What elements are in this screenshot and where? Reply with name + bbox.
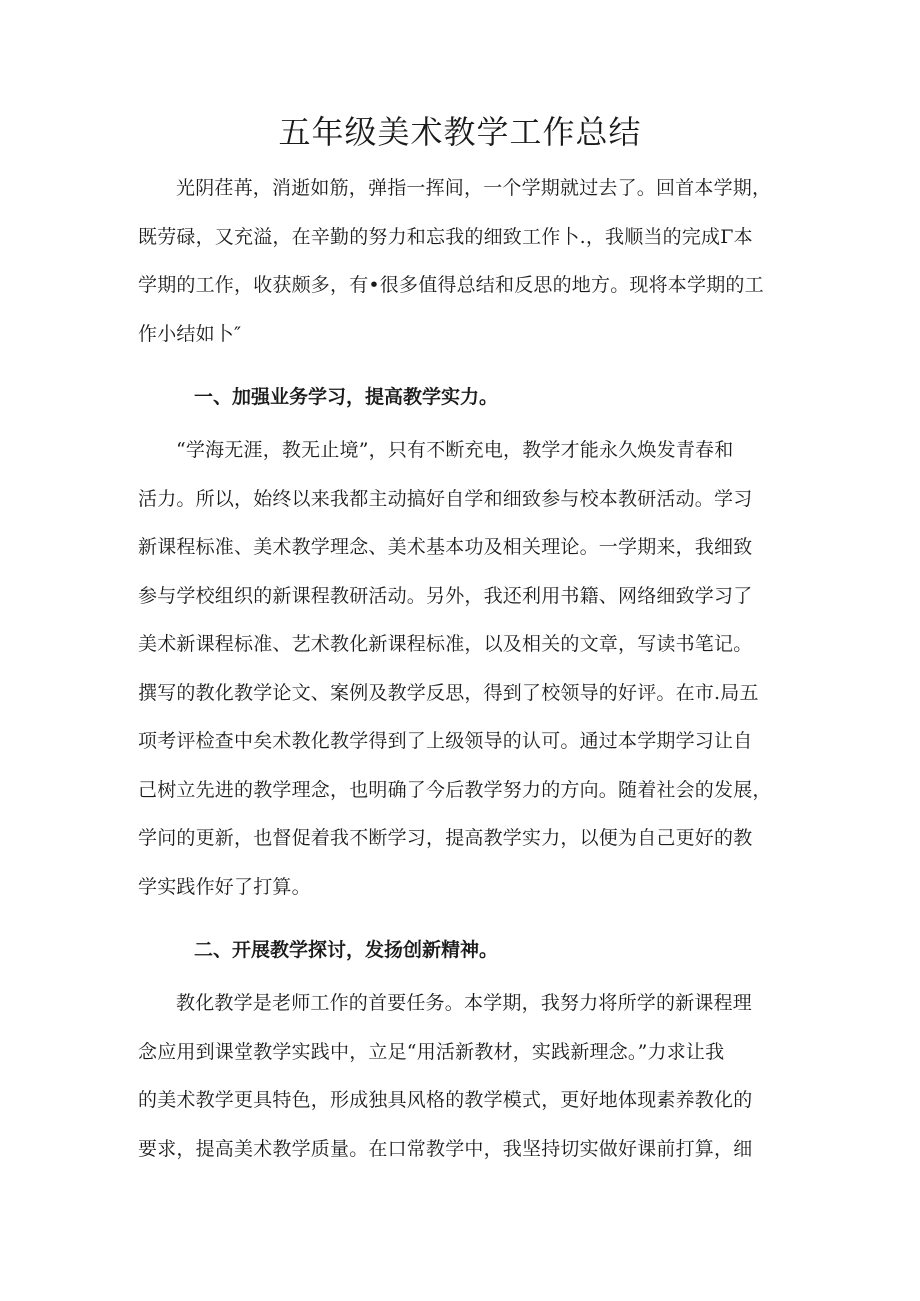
paragraph-line: 学问的更新，也督促着我不断学习，提高教学实力，以便为自己更好的教 [138,827,753,849]
paragraph-line: 美术新课程标准、艺术教化新课程标准，以及相关的文章，写读书笔记。 [138,633,753,655]
paragraph-line: “学海无涯，教无止境”，只有不断充电，教学才能永久焕发青春和 [176,439,734,461]
paragraph-line: 光阴荏苒，消逝如筋，弹指一挥间，一个学期就过去了。回首本学期， [176,177,772,199]
paragraph-line: 学实践作好了打算。 [138,875,311,898]
document-body [138,164,798,1173]
paragraph-line: 项考评检查中矣术教化教学得到了上级领导的认可。通过本学期学习让自 [138,730,753,752]
section-2-paragraph [138,979,798,1173]
paragraph-line: 的美术教学更具特色，形成独具风格的教学模式，更好地体现素养教化的 [138,1089,753,1111]
paragraph-line: 要求，提高美术教学质量。在口常教学中，我坚持切实做好课前打算，细 [138,1137,753,1160]
paragraph-line: 新课程标准、美术教学理念、美术基本功及相关理论。一学期来，我细致 [138,536,753,558]
paragraph-line: 参与学校组织的新课程教研活动。另外，我还利用书籍、网络细致学习了 [138,584,753,607]
paragraph-line: 念应用到课堂教学实践中，立足“用活新教材，实践新理念。”力求让我 [138,1040,725,1063]
intro-paragraph [138,164,798,358]
paragraph-line: 教化教学是老师工作的首要任务。本学期，我努力将所学的新课程理 [176,992,753,1014]
section-heading-2: 二、开展教学探讨，发扬创新精神。 [194,939,499,961]
section-heading-1: 一、加强业务学习，提高教学实力。 [194,386,499,408]
paragraph-line: 己树立先进的教学理念，也明确了今后教学努力的方向。随着社会的发展， [138,778,772,801]
paragraph-line: 既劳碌，又充溢，在辛勤的努力和忘我的细致工作卜.，我顺当的完成Γ本 [138,225,753,248]
paragraph-line: 撰写的教化教学论文、案例及教学反思，得到了校领导的好评。在市.局五 [138,681,759,704]
section-1-paragraph [138,426,798,911]
paragraph-line: 活力。所以，始终以来我都主动搞好自学和细致参与校本教研活动。学习 [138,487,753,510]
document-title: 五年级美术教学工作总结 [278,113,642,151]
paragraph-line: 学期的工作，收获颇多，有•很多值得总结和反思的地方。现将本学期的工 [138,274,764,296]
paragraph-line: 作小结如卜″ [138,322,242,345]
